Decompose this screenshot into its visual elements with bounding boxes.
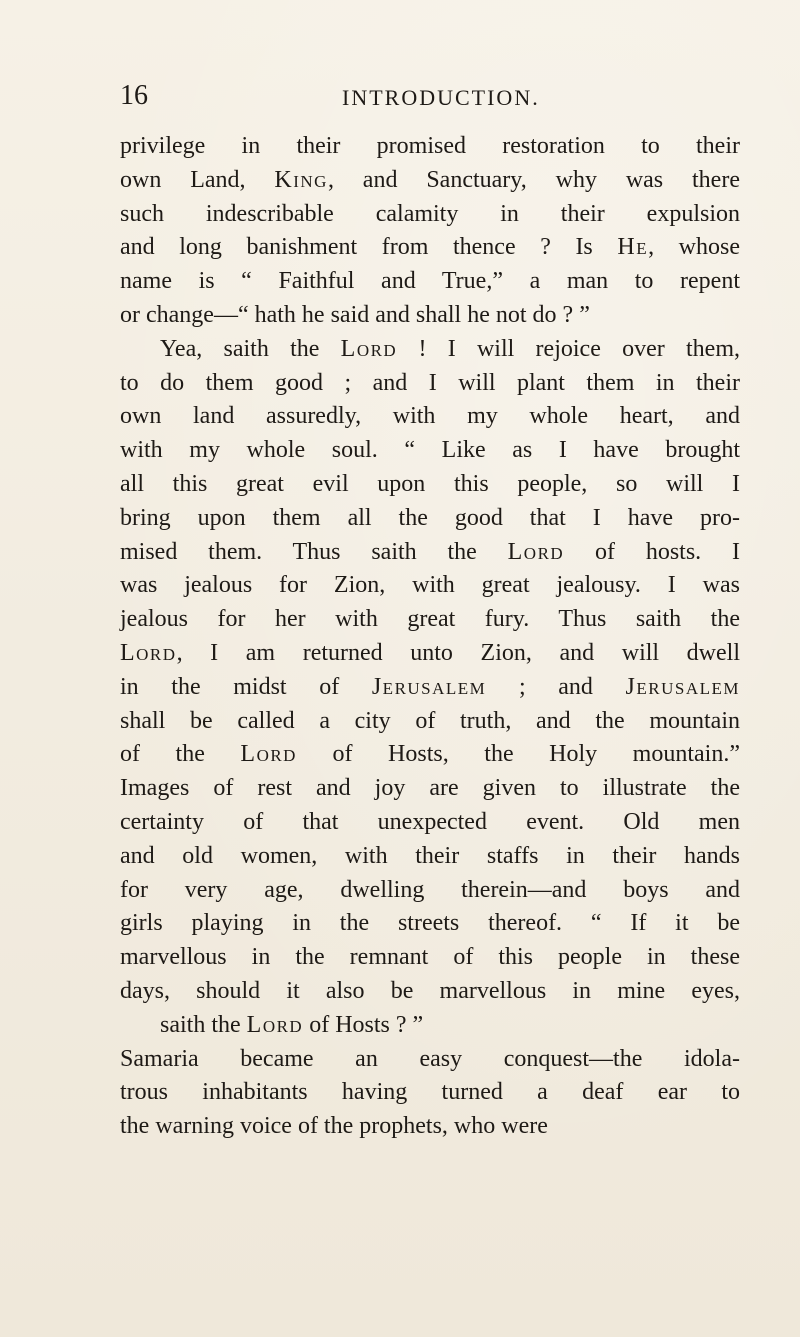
body-text <box>120 130 740 1144</box>
text-span: of hosts. I <box>564 538 740 565</box>
text-span: to do them good ; and I will plant them in their <box>120 369 740 396</box>
text-span: mised them. Thus saith the <box>120 538 508 565</box>
text-line <box>120 907 740 941</box>
small-caps-word: Lord <box>240 741 297 768</box>
text-span: own land assuredly, with my whole heart, and <box>120 403 740 430</box>
text-span: the warning voice of the prophets, who were <box>120 1113 548 1140</box>
text-span: with my whole soul. “ Like as I have brought <box>120 437 740 464</box>
text-span: Images of rest and joy are given to illustrate the <box>120 775 740 802</box>
text-span: bring upon them all the good that I have pro- <box>120 504 740 531</box>
small-caps-word: Jerusalem <box>625 673 740 700</box>
text-span: , and Sanctuary, why was there <box>327 166 740 193</box>
text-span: shall be called a city of truth, and the mountain <box>120 707 740 734</box>
text-line <box>120 502 740 536</box>
text-line <box>120 1043 740 1077</box>
small-caps-word: Lord <box>120 639 177 666</box>
text-span: ; and <box>486 673 626 700</box>
text-line <box>120 434 740 468</box>
text-line <box>120 738 740 772</box>
text-line <box>120 874 740 908</box>
text-span: jealous for her with great fury. Thus saith the <box>120 606 740 633</box>
text-span: saith the <box>160 1011 247 1038</box>
text-line <box>120 536 740 570</box>
text-span: marvellous in the remnant of this people in these <box>120 944 740 971</box>
text-line <box>120 637 740 671</box>
text-span: own Land, <box>120 166 275 193</box>
text-span: , whose <box>648 234 740 261</box>
text-span: girls playing in the streets thereof. “ If it be <box>120 910 740 937</box>
text-span: , I am returned unto Zion, and will dwell <box>176 639 740 666</box>
text-line <box>120 400 740 434</box>
text-line <box>120 130 740 164</box>
text-line <box>120 231 740 265</box>
text-span: for very age, dwelling therein—and boys and <box>120 876 740 903</box>
text-line <box>120 1076 740 1110</box>
text-span: and old women, with their staffs in their hands <box>120 842 740 869</box>
text-line <box>120 603 740 637</box>
text-span: days, should it also be marvellous in mine eyes, <box>120 977 740 1004</box>
small-caps-word: Lord <box>246 1011 304 1038</box>
text-span: such indescribable calamity in their expulsion <box>120 200 740 227</box>
text-line <box>120 468 740 502</box>
text-span: of Hosts, the Holy mountain.” <box>296 741 740 768</box>
text-line <box>120 299 740 333</box>
text-line <box>120 164 740 198</box>
text-line <box>120 198 740 232</box>
text-span: name is “ Faithful and True,” a man to repent <box>120 268 740 295</box>
text-span: trous inhabitants having turned a deaf ear to <box>120 1079 740 1106</box>
text-span: certainty of that unexpected event. Old men <box>120 808 740 835</box>
text-line <box>120 1110 740 1144</box>
page-header <box>120 80 740 116</box>
small-caps-word: King <box>274 166 328 193</box>
text-span: Samaria became an easy conquest—the idola- <box>120 1045 740 1072</box>
text-span: ! I will rejoice over them, <box>397 335 740 362</box>
text-span: privilege in their promised restoration to their <box>120 133 740 159</box>
small-caps-word: Jerusalem <box>371 673 487 700</box>
text-line <box>120 333 740 367</box>
page-number: 16 <box>120 80 148 111</box>
small-caps-word: Lord <box>340 335 398 362</box>
small-caps-word: He <box>617 234 649 261</box>
text-line <box>120 840 740 874</box>
text-line <box>120 569 740 603</box>
text-line <box>120 705 740 739</box>
text-span: Yea, saith the <box>160 335 341 362</box>
running-title: INTRODUCTION. <box>342 85 540 110</box>
text-line <box>120 941 740 975</box>
text-span: was jealous for Zion, with great jealousy. I was <box>120 572 740 599</box>
text-line <box>120 671 740 705</box>
text-span: all this great evil upon this people, so will I <box>120 470 740 497</box>
text-line <box>120 1009 740 1043</box>
small-caps-word: Lord <box>507 538 565 565</box>
text-line <box>120 265 740 299</box>
text-line <box>120 975 740 1009</box>
text-span: in the midst of <box>120 673 372 700</box>
text-span: and long banishment from thence ? Is <box>120 234 618 261</box>
text-span: of Hosts ? ” <box>303 1011 424 1038</box>
text-span: or change—“ hath he said and shall he not do ? ” <box>120 301 590 328</box>
text-line <box>120 772 740 806</box>
text-span: of the <box>120 741 241 768</box>
text-line <box>120 367 740 401</box>
text-line <box>120 806 740 840</box>
